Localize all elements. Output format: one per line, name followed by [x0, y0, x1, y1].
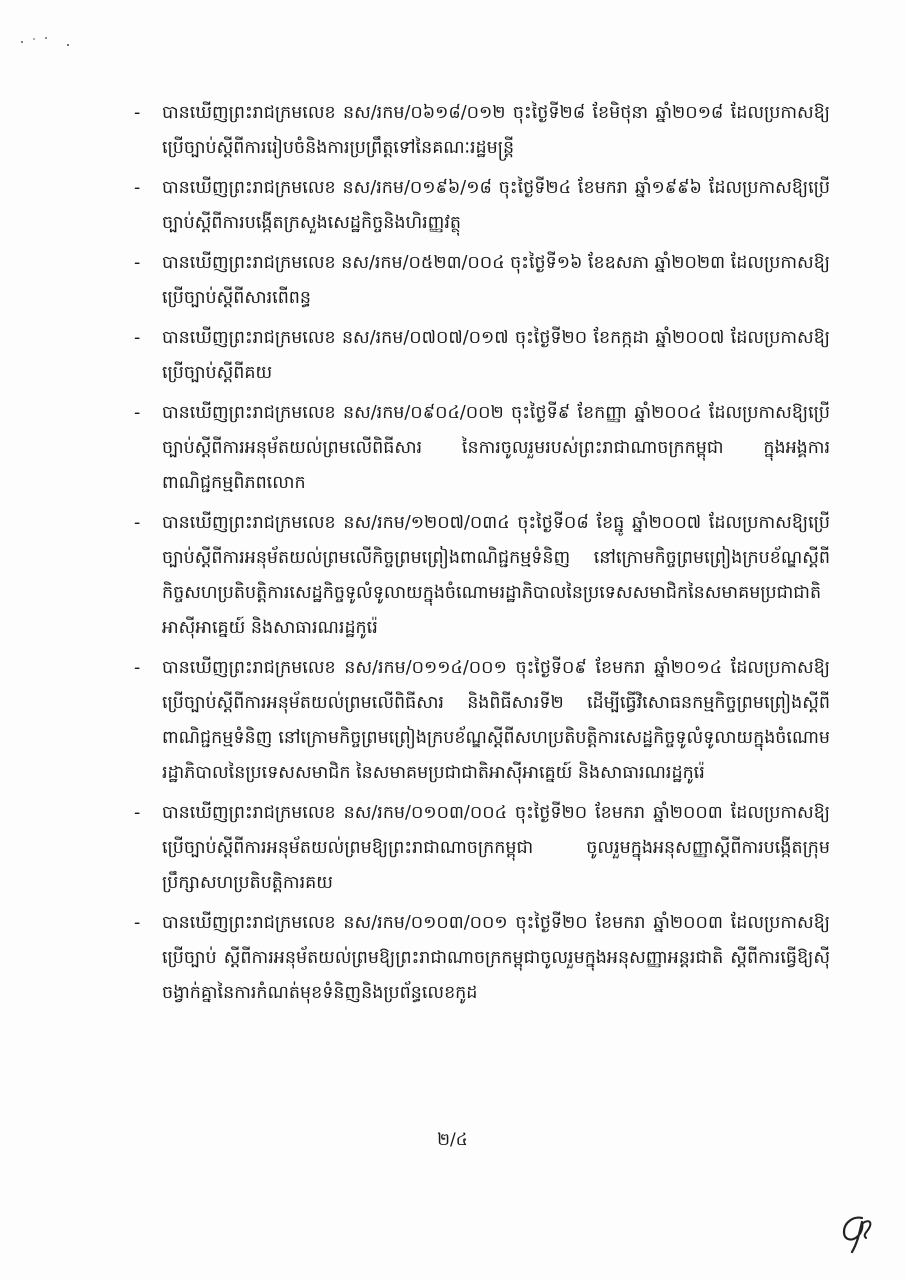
- clause-bullet: -: [134, 178, 141, 198]
- clause-item: [130, 246, 830, 316]
- handwritten-initial: [832, 1212, 878, 1256]
- clause-text: បានឃើញព្រះរាជក្រមលេខ នស/រកម/០៥២៣/០០៤ ចុះថ្ងៃទី១៦ ខែឧសភា ឆ្នាំ២០២៣ ដែលប្រកាសឱ្យប្រើច្បាប់ស្ដីពីសារពើពន្ធ: [162, 253, 830, 308]
- clause-item: [130, 171, 830, 241]
- clause-text: បានឃើញព្រះរាជក្រមលេខ នស/រកម/០៩០៤/០០២ ចុះថ្ងៃទី៩ ខែកញ្ញា ឆ្នាំ២០០៤ ដែលប្រកាសឱ្យប្រើច្បាប់ស្ដីពីការអនុម័តយល់ព្រមលើពិធីសារ នៃការចូលរួមរបស់ព្រះរាជាណាចក្រកម្ពុជា ក្នុងអង្គការពាណិជ្ជកម្មពិភពលោក: [162, 403, 830, 493]
- clause-item: [130, 396, 830, 501]
- clause-text: បានឃើញព្រះរាជក្រមលេខ នស/រកម/១២០៧/០៣៤ ចុះថ្ងៃទី០៨ ខែធ្នូ ឆ្នាំ២០០៧ ដែលប្រកាសឱ្យប្រើច្បាប់ស្ដីពីការអនុម័តយល់ព្រមលើកិច្ចព្រមព្រៀងពាណិជ្ជកម្មទំនិញ នៅក្រោមកិច្ចព្រមព្រៀងក្របខ័ណ្ឌស្ដីពីកិច្ចសហប្រតិបត្តិការសេដ្ឋកិច្ចទូលំទូលាយក្នុងចំណោមរដ្ឋាភិបាលនៃប្រទេសសមាជិកនៃសមាគមប្រជាជាតិអាស៊ីអាគ្នេយ៍ និងសាធារណរដ្ឋកូរ៉េ: [162, 513, 830, 638]
- clause-item: [130, 651, 830, 791]
- clause-bullet: -: [134, 803, 141, 823]
- clause-bullet: -: [134, 513, 141, 533]
- clause-text: បានឃើញព្រះរាជក្រមលេខ នស/រកម/០១១៤/០០១ ចុះថ្ងៃទី០៩ ខែមករា ឆ្នាំ២០១៤ ដែលប្រកាសឱ្យប្រើច្បាប់ស្ដីពីការអនុម័តយល់ព្រមលើពិធីសារ និងពិធីសារទី២ ដើម្បីធ្វើវិសោធនកម្មកិច្ចព្រមព្រៀងស្ដីពីពាណិជ្ជកម្មទំនិញ នៅក្រោមកិច្ចព្រមព្រៀងក្របខ័ណ្ឌស្ដីពីសហប្រតិបត្តិការសេដ្ឋកិច្ចទូលំទូលាយក្នុងចំណោមរដ្ឋាភិបាលនៃប្រទេសសមាជិក នៃសមាគមប្រជាជាតិអាស៊ីអាគ្នេយ៍ និងសាធារណរដ្ឋកូរ៉េ: [162, 658, 830, 783]
- clause-bullet: -: [134, 403, 141, 423]
- clause-item: [130, 96, 830, 166]
- scan-specks: [18, 34, 78, 54]
- clause-text: បានឃើញព្រះរាជក្រមលេខ នស/រកម/០៦១៨/០១២ ចុះថ្ងៃទី២៨ ខែមិថុនា ឆ្នាំ២០១៨ ដែលប្រកាសឱ្យប្រើច្បាប់ស្ដីពីការរៀបចំនិងការប្រព្រឹត្តទៅនៃគណៈរដ្ឋមន្ត្រី: [162, 103, 830, 158]
- clause-text: បានឃើញព្រះរាជក្រមលេខ នស/រកម/០១០៣/០០៤ ចុះថ្ងៃទី២០ ខែមករា ឆ្នាំ២០០៣ ដែលប្រកាសឱ្យប្រើច្បាប់ស្ដីពីការអនុម័តយល់ព្រមឱ្យព្រះរាជាណាចក្រកម្ពុជា ចូលរួមក្នុងអនុសញ្ញាស្ដីពីការបង្កើតក្រុមប្រឹក្សាសហប្រតិបត្តិការគយ: [162, 803, 830, 893]
- clause-text: បានឃើញព្រះរាជក្រមលេខ នស/រកម/០៧០៧/០១៧ ចុះថ្ងៃទី២០ ខែកក្កដា ឆ្នាំ២០០៧ ដែលប្រកាសឱ្យប្រើច្បាប់ស្ដីពីគយ: [162, 328, 830, 383]
- clause-bullet: -: [134, 103, 141, 123]
- clause-item: [130, 906, 830, 1011]
- clause-bullet: -: [134, 913, 141, 933]
- clause-item: [130, 506, 830, 646]
- clause-text: បានឃើញព្រះរាជក្រមលេខ នស/រកម/០១០៣/០០១ ចុះថ្ងៃទី២០ ខែមករា ឆ្នាំ២០០៣ ដែលប្រកាសឱ្យប្រើច្បាប់ ស្ដីពីការអនុម័តយល់ព្រមឱ្យព្រះរាជាណាចក្រកម្ពុជាចូលរួមក្នុងអនុសញ្ញាអន្តរជាតិ ស្ដីពីការធ្វើឱ្យស៊ីចង្វាក់គ្នានៃការកំណត់មុខទំនិញនិងប្រព័ន្ធលេខកូដ: [162, 913, 830, 1003]
- clause-text: បានឃើញព្រះរាជក្រមលេខ នស/រកម/០១៩៦/១៨ ចុះថ្ងៃទី២៤ ខែមករា ឆ្នាំ១៩៩៦ ដែលប្រកាសឱ្យប្រើច្បាប់ស្ដីពីការបង្កើតក្រសួងសេដ្ឋកិច្ចនិងហិរញ្ញវត្ថុ: [162, 178, 830, 233]
- clause-bullet: -: [134, 328, 141, 348]
- clause-item: [130, 321, 830, 391]
- clause-bullet: -: [134, 253, 141, 273]
- clause-bullet: -: [134, 658, 141, 678]
- page-number: ២/៤: [437, 1130, 468, 1150]
- clause-item: [130, 796, 830, 901]
- clause-list: [130, 96, 830, 1016]
